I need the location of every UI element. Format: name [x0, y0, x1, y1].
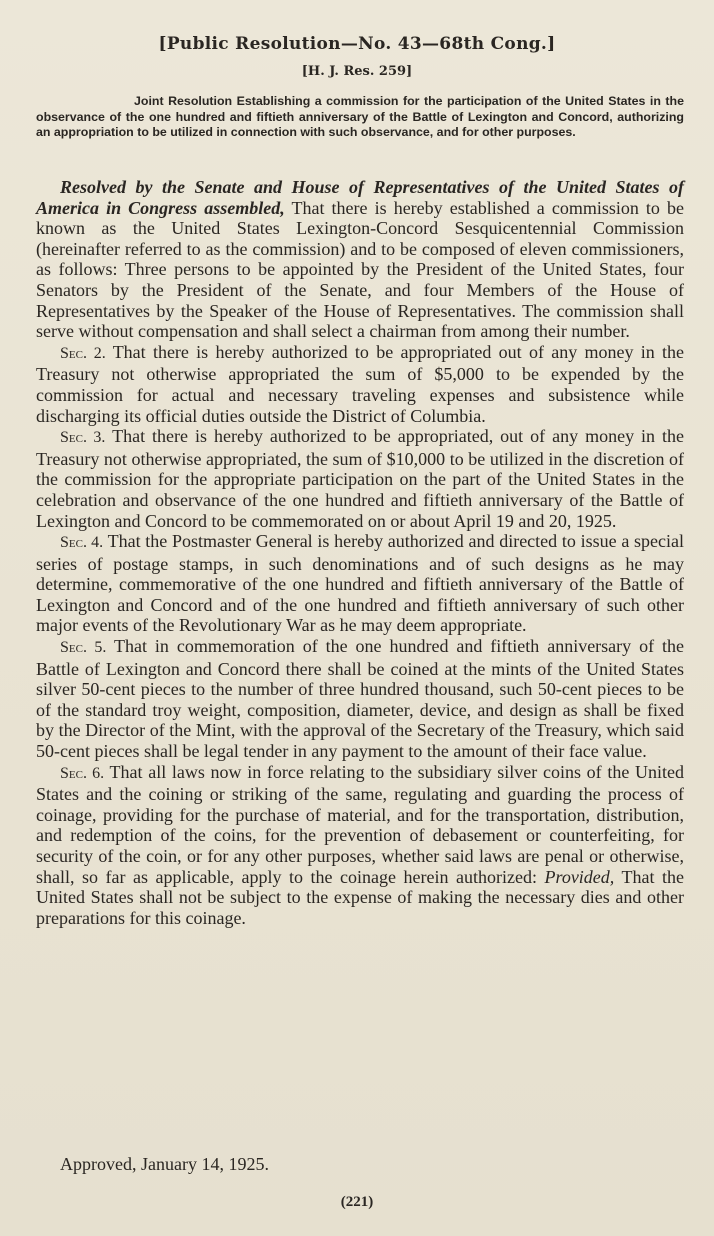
- section-6: [36, 762, 684, 929]
- section-4-label: Sec. 4.: [60, 534, 104, 552]
- section-1-text: That there is hereby established a commission to be known as the United States Lexington-Concord Sesquicentennial Commission (hereinafter referred to as the commission) and to be composed of eleven commissioners, as follows: Three persons to be appointed by the President of the United States, four Senators by the President of the Senate, and four Members of the House of Representatives by the Speaker of the House of Representatives. The commission shall serve without compensation and shall select a chairman from among their number.: [36, 197, 684, 342]
- section-6-proviso: Provided,: [544, 866, 615, 887]
- section-2-text: That there is hereby authorized to be appropriated out of any money in the Treasury not otherwise appropriated the sum of $5,000 to be expended by the commission for actual and necessary traveling expenses and subsistence while discharging its official duties outside the District of Columbia.: [36, 341, 684, 426]
- enacting-clause: Resolved by the Senate and House of Representatives of the United States of America in Congress assembled,: [36, 177, 684, 218]
- section-6-text: That all laws now in force relating to the subsidiary silver coins of the United States and the coining or striking of the same, regulating and guarding the process of coinage, providing for the purchase of material, and for the transportation, distribution, and redemption of the coins, for the prevention of debasement or counterfeiting, for security of the coin, or for any other purposes, whether said laws are penal or otherwise, shall, so far as applicable, apply to the coinage herein authorized:: [36, 761, 685, 887]
- section-2-label: Sec. 2.: [60, 344, 106, 362]
- page-number: (221): [340, 1194, 374, 1210]
- section-3-text: That there is hereby authorized to be appropriated, out of any money in the Treasury not otherwise appropriated, the sum of $10,000 to be utilized in the discretion of the commission for the appropriate participation on the part of the United States in the celebration and observance of the one hundred and fiftieth anniversary of the Battle of Lexington and Concord to be commemorated on or about April 19 and 20, 1925.: [36, 426, 684, 531]
- section-5-label: Sec. 5.: [60, 639, 107, 657]
- resolution-summary: Joint Resolution Establishing a commission for the participation of the United States in the observance of the one hundred and fiftieth anniversary of the Battle of Lexington and Concord, authorizing an appropriation to be utilized in connection with such observance, and for other purposes.: [36, 94, 684, 139]
- section-3-label: Sec. 3.: [60, 429, 106, 447]
- section-6-text-after: That the United States shall not be subject to the expense of making the necessary dies and other preparations for this coinage.: [36, 866, 684, 928]
- section-4-text: That the Postmaster General is hereby authorized and directed to issue a special series of postage stamps, in such denominations and of such designs as he may determine, commemorative of the one hundred and fiftieth anniversary of the Battle of Lexington and Concord and of the one hundred and fiftieth anniversary of such other major events of the Revolutionary War as he may deem appropriate.: [36, 531, 684, 636]
- section-5: [36, 636, 684, 762]
- house-joint-resolution-number: [H. J. Res. 259]: [301, 64, 413, 79]
- resolution-heading: [Public Resolution—No. 43—68th Cong.]: [158, 34, 556, 54]
- section-3: [36, 426, 684, 531]
- section-6-label: Sec. 6.: [60, 764, 105, 782]
- resolution-body: [36, 177, 684, 928]
- section-1: [36, 177, 684, 342]
- approval-date: Approved, January 14, 1925.: [60, 1154, 269, 1174]
- section-2: [36, 342, 684, 426]
- section-5-text: That in commemoration of the one hundred and fiftieth anniversary of the Battle of Lexington and Concord there shall be coined at the mints of the United States silver 50-cent pieces to the number of three hundred thousand, such 50-cent pieces to be of the standard troy weight, composition, diameter, device, and design as shall be fixed by the Director of the Mint, with the approval of the Secretary of the Treasury, which said 50-cent pieces shall be legal tender in any payment to the amount of their face value.: [36, 636, 684, 762]
- section-4: [36, 531, 684, 636]
